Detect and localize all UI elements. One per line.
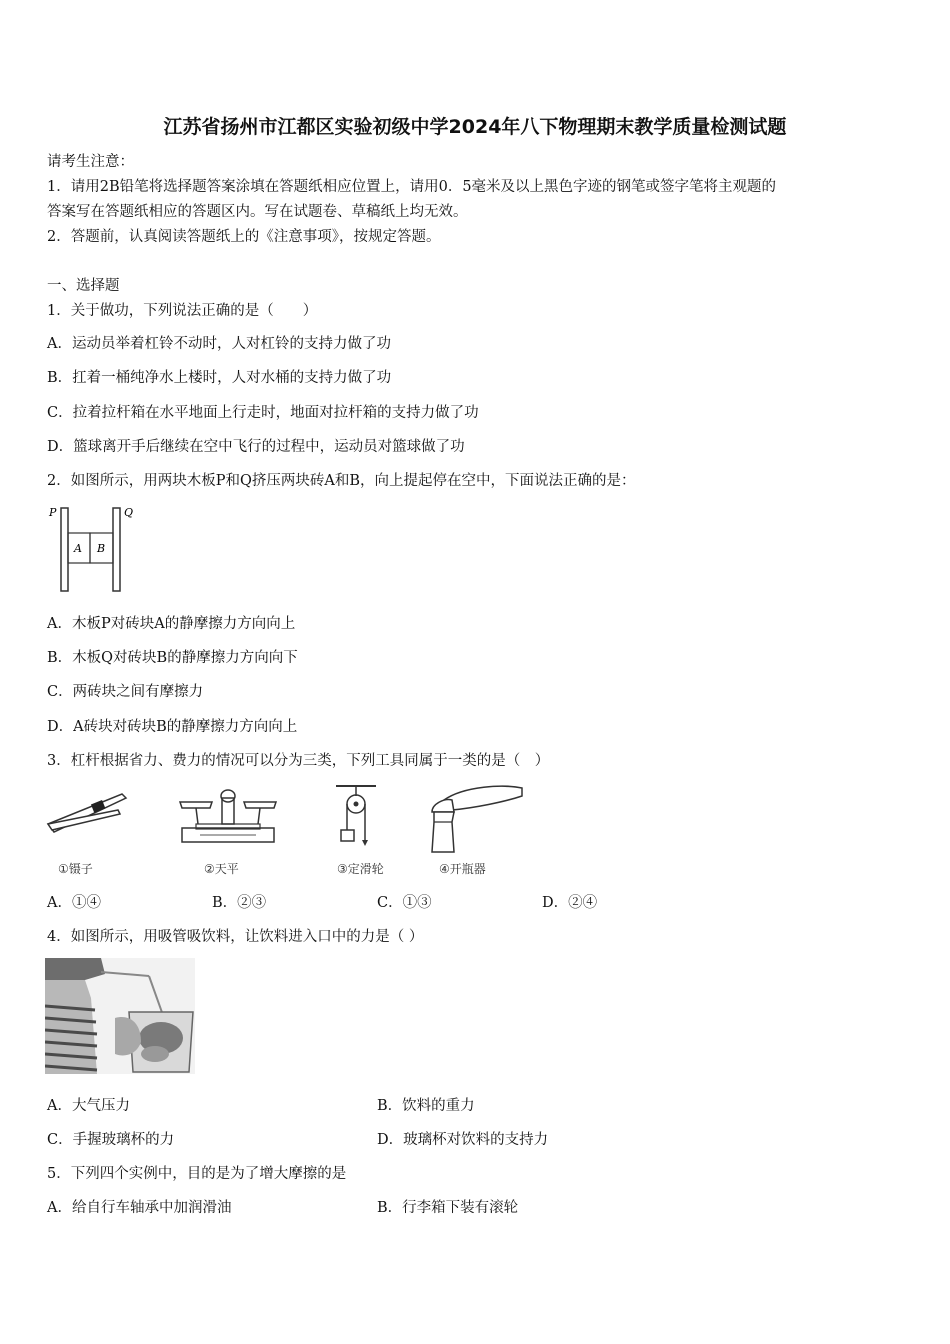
caption-balance: ②天平 [204,862,239,876]
q1-option-d: D．篮球离开手后继续在空中飞行的过程中，运动员对篮球做了功 [47,439,465,455]
label-b: B [97,542,106,555]
q4-option-d: D．玻璃杯对饮料的支持力 [377,1132,549,1148]
page-title: 江苏省扬州市江都区实验初级中学2024年八下物理期末教学质量检测试题 [163,116,787,138]
q2-option-c: C．两砖块之间有摩擦力 [47,684,204,700]
tweezers-figure [44,788,128,844]
straw-drinking-photo [45,958,195,1074]
label-p: P [49,506,57,519]
q1-option-c: C．拉着拉杆箱在水平地面上行走时，地面对拉杆箱的支持力做了功 [47,405,479,421]
caption-tweezers: ①镊子 [58,862,93,876]
caption-opener: ④开瓶器 [439,862,486,876]
board-q [113,508,120,591]
balance-figure [176,784,280,848]
section-heading: 一、选择题 [47,278,120,294]
q4-stem: 4．如图所示，用吸管吸饮料，让饮料进入口中的力是（ ） [47,929,424,945]
q5-stem: 5．下列四个实例中，目的是为了增大摩擦的是 [47,1166,347,1182]
q2-option-a: A．木板P对砖块A的静摩擦力方向向上 [47,616,296,632]
notice-line-1b: 答案写在答题纸相应的答题区内。写在试题卷、草稿纸上均无效。 [47,204,468,220]
q2-option-d: D．A砖块对砖块B的静摩擦力方向向上 [47,719,298,735]
label-a: A [74,542,82,555]
notice-line-1a: 1．请用2B铅笔将选择题答案涂填在答题纸相应位置上，请用0．5毫米及以上黑色字迹的钢笔或签字笔将主观题的 [47,179,777,195]
q2-option-b: B．木板Q对砖块B的静摩擦力方向向下 [47,650,298,666]
q3-option-d: D．②④ [542,895,598,911]
q2-stem: 2．如图所示，用两块木板P和Q挤压两块砖A和B，向上提起停在空中，下面说法正确的是： [47,473,636,489]
q3-option-c: C．①③ [377,895,432,911]
q5-option-a: A．给自行车轴承中加润滑油 [47,1200,232,1216]
fixed-pulley-figure [334,782,378,852]
q5-option-b: B．行李箱下装有滚轮 [377,1200,519,1216]
board-p [61,508,68,591]
board-brick-figure [45,503,140,593]
notice-line-2: 2．答题前，认真阅读答题纸上的《注意事项》，按规定答题。 [47,229,441,245]
q1-option-a: A．运动员举着杠铃不动时，人对杠铃的支持力做了功 [47,336,391,352]
q4-option-a: A．大气压力 [47,1098,130,1114]
q1-stem: 1．关于做功，下列说法正确的是（ ） [47,303,318,319]
q3-option-b: B．②③ [212,895,267,911]
label-q: Q [124,506,134,519]
q3-stem: 3．杠杆根据省力、费力的情况可以分为三类，下列工具同属于一类的是（ ） [47,753,550,769]
notice-heading: 请考生注意： [47,154,134,170]
q4-option-b: B．饮料的重力 [377,1098,475,1114]
bottle-opener-figure [424,782,528,854]
caption-pulley: ③定滑轮 [337,862,384,876]
q4-option-c: C．手握玻璃杯的力 [47,1132,175,1148]
q3-option-a: A．①④ [47,895,101,911]
q1-option-b: B．扛着一桶纯净水上楼时，人对水桶的支持力做了功 [47,370,392,386]
